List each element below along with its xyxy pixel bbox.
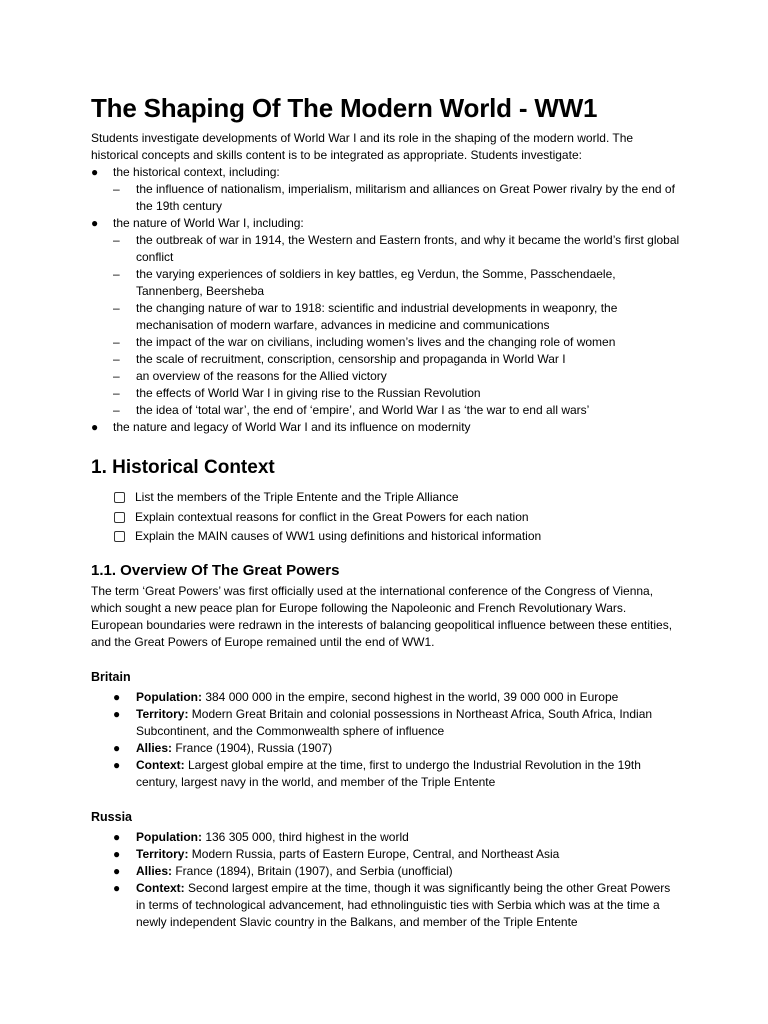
checkbox-icon[interactable]: [114, 512, 125, 523]
outline-subitem: [113, 232, 680, 266]
subsection-heading-great-powers: 1.1. Overview Of The Great Powers: [91, 561, 340, 579]
fact-item: [113, 829, 680, 846]
dash-icon: –: [113, 369, 120, 383]
outline-subitem-text: the scale of recruitment, conscription, censorship and propaganda in World War I: [136, 352, 566, 366]
bullet-icon: ●: [113, 846, 121, 861]
intro-paragraph: Students investigate developments of World War I and its role in the shaping of the modern world. The historical concepts and skills content is to be integrated as appropriate. Students investigate:: [91, 131, 634, 162]
bullet-icon: ●: [91, 165, 99, 179]
russia-facts-list: [113, 829, 680, 931]
page-title: The Shaping Of The Modern World - WW1: [91, 93, 598, 123]
fact-item: [113, 757, 680, 791]
dash-icon: –: [113, 182, 120, 196]
fact-label: Territory:: [136, 706, 189, 721]
fact-text: Second largest empire at the time, though it was significantly being the other Great Powers in terms of technological advancement, had ethnolinguistic ties with Serbia which was at the time a newly independent Slavic country in the Balkans, and member of the Triple Entente: [136, 880, 671, 929]
power-heading-britain: Britain: [91, 669, 131, 684]
outline-subitem: [113, 266, 680, 300]
great-powers-paragraph: The term ‘Great Powers’ was first officially used at the international conference of the Congress of Vienna, which sought a new peace plan for Europe following the Napoleonic and French Revolutionary Wars. European boundaries were redrawn in the interests of balancing geopolitical influence between these entities, and the Great Powers of Europe remained until the end of WW1.: [91, 583, 673, 649]
outline-item: [91, 419, 680, 436]
dash-icon: –: [113, 386, 120, 400]
outline-subitem: [113, 300, 680, 334]
fact-item: [113, 740, 680, 757]
outline-subitem: [113, 368, 680, 385]
fact-text: France (1894), Britain (1907), and Serbia (unofficial): [172, 863, 453, 878]
fact-item: [113, 846, 680, 863]
dash-icon: –: [113, 403, 120, 417]
bullet-icon: ●: [113, 689, 121, 704]
bullet-icon: ●: [113, 740, 121, 755]
outline-item-text: the nature of World War I, including:: [113, 216, 304, 230]
outline-item-text: the historical context, including:: [113, 165, 280, 179]
checklist-item: [114, 527, 680, 547]
fact-label: Territory:: [136, 846, 189, 861]
outline-item: [91, 215, 680, 419]
outline-subitem-text: the varying experiences of soldiers in key battles, eg Verdun, the Somme, Passchendaele, Tannenberg, Beersheba: [136, 267, 616, 298]
dash-icon: –: [113, 335, 120, 349]
outline-item-text: the nature and legacy of World War I and its influence on modernity: [113, 420, 471, 434]
bullet-icon: ●: [113, 706, 121, 721]
dash-icon: –: [113, 301, 120, 315]
power-heading-russia: Russia: [91, 809, 132, 824]
outline-subitem-text: an overview of the reasons for the Allied victory: [136, 369, 387, 383]
bullet-icon: ●: [91, 420, 99, 434]
checkbox-icon[interactable]: [114, 492, 125, 503]
outline-subitem: [113, 385, 680, 402]
bullet-icon: ●: [113, 880, 121, 895]
outline-sublist: [113, 232, 680, 419]
bullet-icon: ●: [91, 216, 99, 230]
outline-item: [91, 164, 680, 215]
bullet-icon: ●: [113, 757, 121, 772]
fact-text: 384 000 000 in the empire, second highest in the world, 39 000 000 in Europe: [202, 689, 619, 704]
checkbox-icon[interactable]: [114, 531, 125, 542]
outline-subitem-text: the outbreak of war in 1914, the Western and Eastern fronts, and why it became the world’s first global conflict: [136, 233, 680, 264]
outline-subitem: [113, 351, 680, 368]
fact-text: Modern Russia, parts of Eastern Europe, Central, and Northeast Asia: [188, 846, 560, 861]
dash-icon: –: [113, 233, 120, 247]
fact-item: [113, 880, 680, 931]
fact-text: Modern Great Britain and colonial possessions in Northeast Africa, South Africa, Indian Subcontinent, and the Commonwealth sphere of influence: [136, 706, 653, 738]
checklist: [114, 488, 680, 547]
fact-label: Allies:: [136, 740, 173, 755]
fact-text: 136 305 000, third highest in the world: [202, 829, 409, 844]
fact-item: [113, 689, 680, 706]
checklist-item-text: Explain contextual reasons for conflict in the Great Powers for each nation: [135, 509, 529, 524]
fact-item: [113, 863, 680, 880]
fact-text: Largest global empire at the time, first to undergo the Industrial Revolution in the 19th century, largest navy in the world, and member of the Triple Entente: [136, 757, 641, 789]
checklist-item: [114, 508, 680, 528]
outline-list: [91, 164, 680, 436]
outline-subitem: [113, 402, 680, 419]
outline-sublist: [113, 181, 680, 215]
checklist-item-text: Explain the MAIN causes of WW1 using definitions and historical information: [135, 529, 542, 543]
fact-label: Context:: [136, 880, 185, 895]
outline-subitem: [113, 334, 680, 351]
britain-facts-list: [113, 689, 680, 791]
outline-subitem-text: the effects of World War I in giving rise to the Russian Revolution: [136, 386, 481, 400]
fact-label: Population:: [136, 829, 202, 844]
fact-text: France (1904), Russia (1907): [172, 740, 333, 755]
dash-icon: –: [113, 352, 120, 366]
outline-subitem-text: the changing nature of war to 1918: scientific and industrial developments in weaponry, the mechanisation of modern warfare, advances in medicine and communications: [136, 301, 618, 332]
fact-label: Allies:: [136, 863, 173, 878]
bullet-icon: ●: [113, 829, 121, 844]
fact-label: Population:: [136, 689, 202, 704]
outline-subitem-text: the idea of ‘total war’, the end of ‘empire’, and World War I as ‘the war to end all wars’: [136, 403, 590, 417]
outline-subitem: [113, 181, 680, 215]
outline-subitem-text: the influence of nationalism, imperialism, militarism and alliances on Great Power rivalry by the end of the 19th century: [136, 182, 675, 213]
checklist-item-text: List the members of the Triple Entente and the Triple Alliance: [135, 490, 459, 504]
fact-label: Context:: [136, 757, 185, 772]
section-heading-historical-context: 1. Historical Context: [91, 457, 275, 478]
fact-item: [113, 706, 680, 740]
outline-subitem-text: the impact of the war on civilians, including women’s lives and the changing role of women: [136, 335, 616, 349]
dash-icon: –: [113, 267, 120, 281]
checklist-item: [114, 488, 680, 508]
bullet-icon: ●: [113, 863, 121, 878]
